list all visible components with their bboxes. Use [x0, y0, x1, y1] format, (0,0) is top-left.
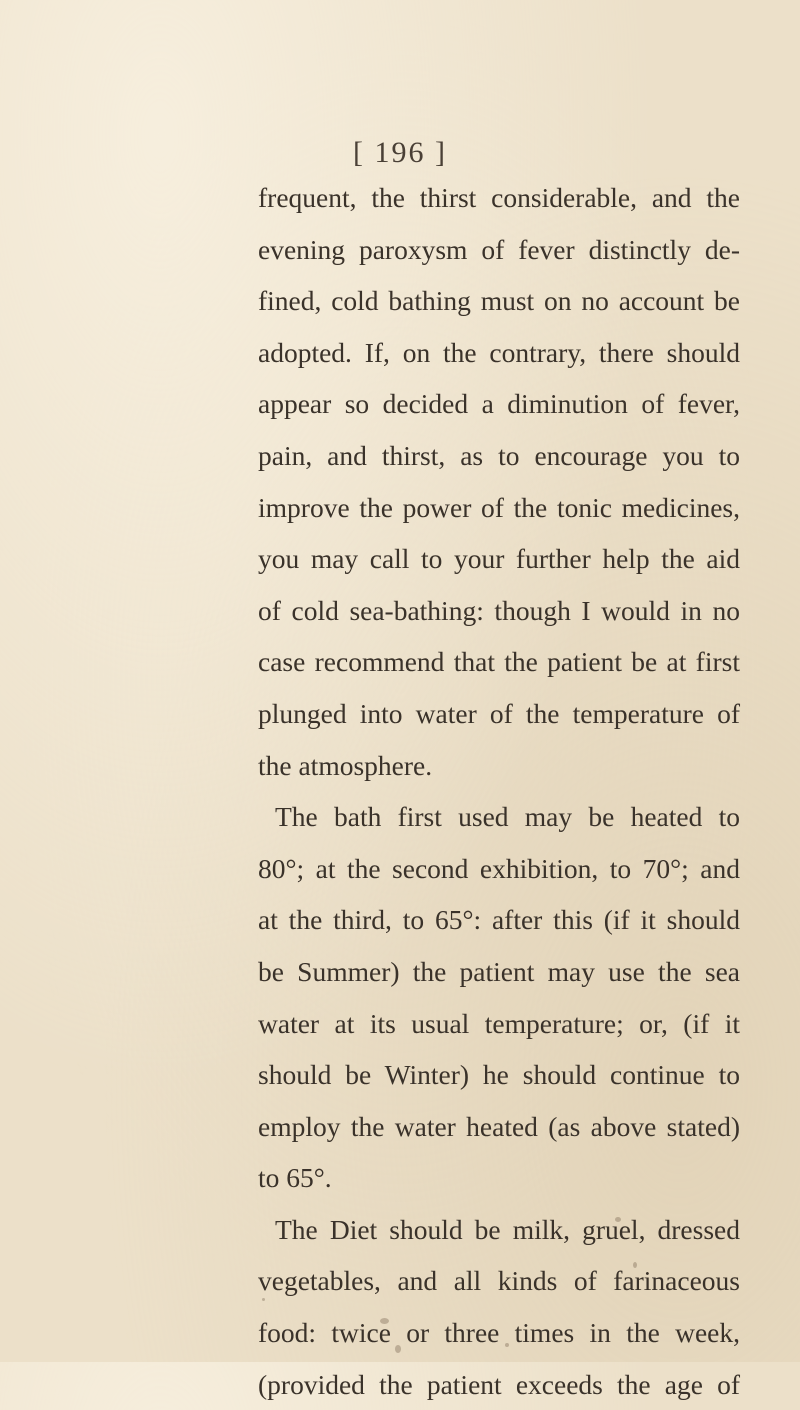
text-line: food: twice or three times in the week, [258, 1317, 740, 1349]
page-number: [ 196 ] [353, 136, 447, 169]
text-line: pain, and thirst, as to encourage you to [258, 439, 740, 471]
text-line: vegetables, and all kinds of farinaceous [258, 1265, 740, 1297]
paper-speck [633, 1262, 637, 1268]
text-line: (provided the patient exceeds the age of [258, 1368, 740, 1400]
paper-speck [380, 1318, 389, 1324]
text-line: 80°; at the second exhibition, to 70°; and [258, 852, 740, 884]
text-line: appear so decided a diminution of fever, [258, 388, 740, 420]
text-line: case recommend that the patient be at first [258, 646, 740, 678]
paper-speck [505, 1343, 509, 1347]
text-line: employ the water heated (as above stated) [258, 1110, 740, 1142]
text-line: evening paroxysm of fever distinctly de- [258, 233, 740, 265]
text-line: The bath first used may be heated to [275, 801, 740, 833]
text-line: to 65°. [258, 1162, 332, 1194]
text-line: plunged into water of the temperature of [258, 697, 740, 729]
text-line: frequent, the thirst considerable, and the [258, 182, 740, 213]
text-line: be Summer) the patient may use the sea [258, 955, 740, 987]
text-line: at the third, to 65°: after this (if it should [258, 904, 740, 936]
text-line: of cold sea-bathing: though I would in no [258, 594, 740, 626]
text-line: water at its usual temperature; or, (if it [258, 1007, 740, 1039]
paper-speck [615, 1217, 621, 1222]
text-line: adopted. If, on the contrary, there should [258, 336, 740, 368]
text-line: the atmosphere. [258, 749, 433, 781]
text-line: fined, cold bathing must on no account be [258, 285, 740, 317]
text-line: improve the power of the tonic medicines, [258, 491, 740, 523]
text-line: you may call to your further help the aid [258, 543, 740, 575]
paper-speck [262, 1298, 265, 1301]
paper-speck [395, 1345, 401, 1353]
text-line: The Diet should be milk, gruel, dressed [275, 1213, 740, 1245]
body-text [258, 172, 740, 1410]
text-line: should be Winter) he should continue to [258, 1059, 740, 1091]
